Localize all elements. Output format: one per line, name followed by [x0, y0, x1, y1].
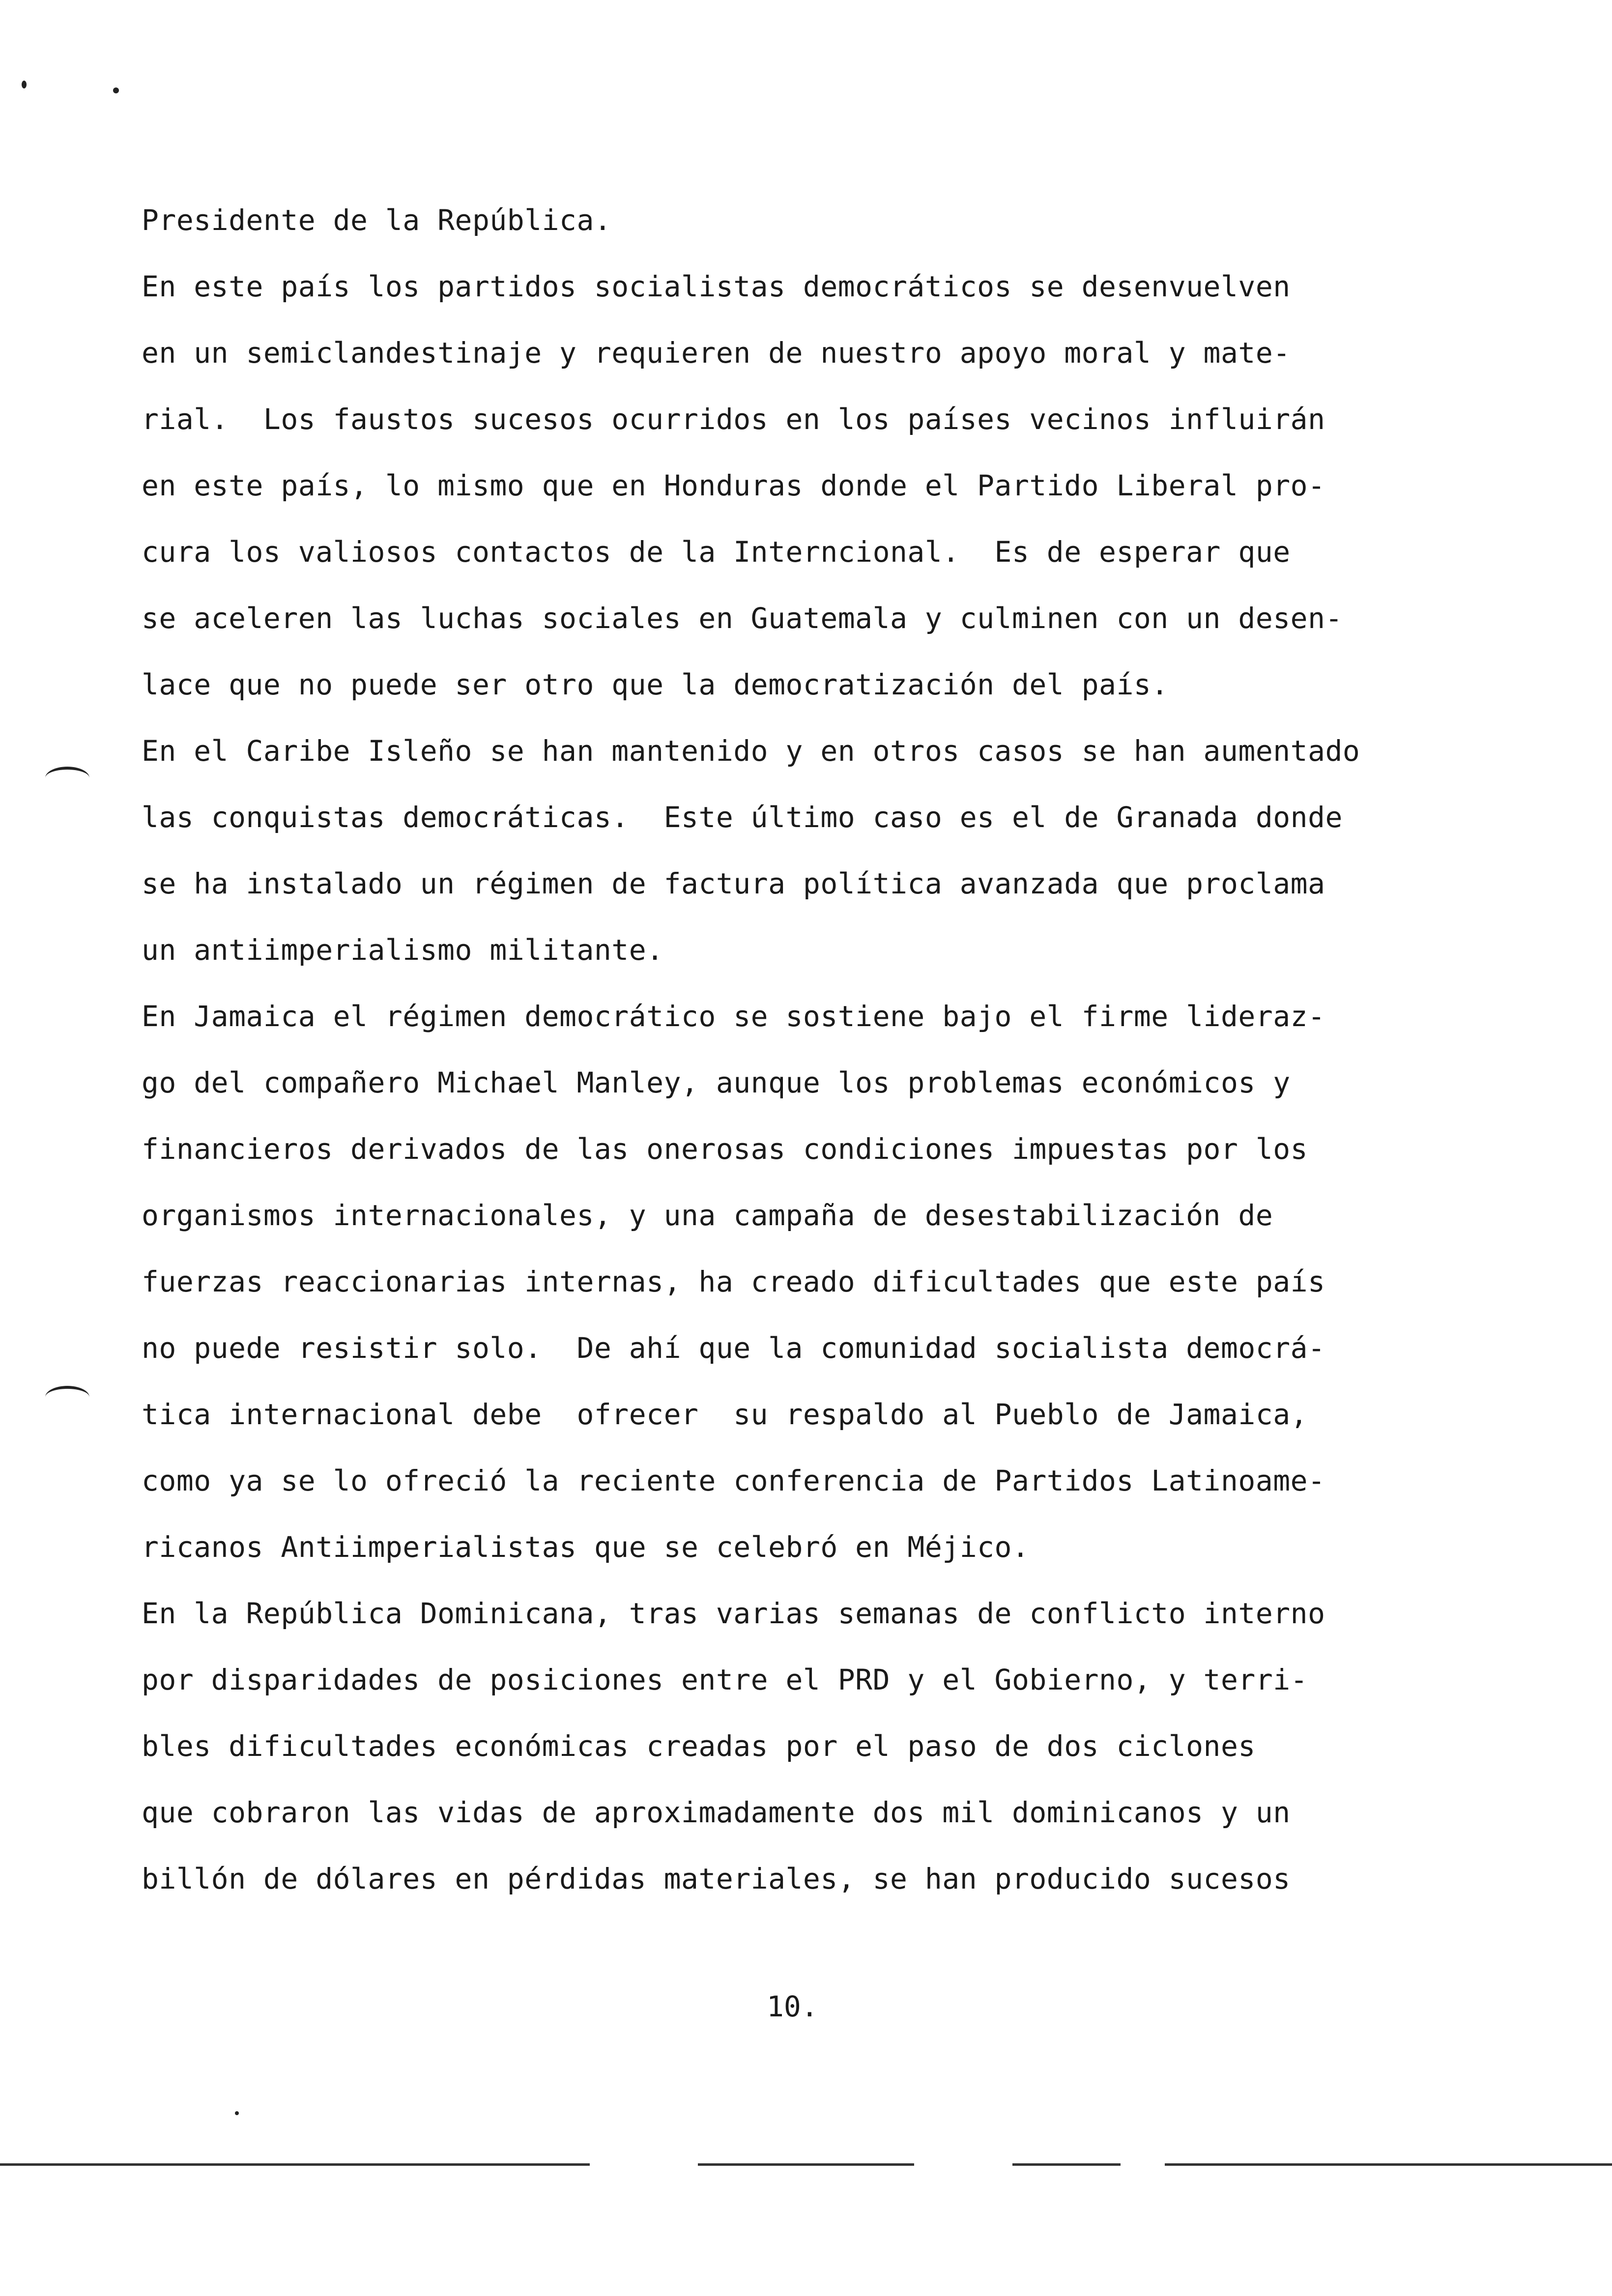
- text-line: en este país, lo mismo que en Honduras donde el Partido Liberal pro-: [142, 469, 1325, 502]
- text-line: en un semiclandestinaje y requieren de nuestro apoyo moral y mate-: [142, 336, 1291, 370]
- text-line: organismos internacionales, y una campaña de desestabilización de: [142, 1199, 1273, 1232]
- stray-mark: [113, 87, 119, 93]
- page-number: 10.: [767, 1990, 818, 2023]
- rule-gap: [590, 2162, 698, 2167]
- text-line: En el Caribe Isleño se han mantenido y en otros casos se han aumentado: [142, 734, 1360, 768]
- margin-mark: [45, 1386, 89, 1408]
- text-line: un antiimperialismo militante.: [142, 933, 664, 967]
- text-line: En la República Dominicana, tras varias semanas de conflicto interno: [142, 1597, 1325, 1630]
- margin-mark: [45, 767, 89, 789]
- text-line: rial. Los faustos sucesos ocurridos en los países vecinos influirán: [142, 402, 1325, 436]
- bottom-rule: [0, 2163, 1612, 2166]
- text-line: como ya se lo ofreció la reciente conferencia de Partidos Latinoame-: [142, 1464, 1325, 1497]
- text-line: que cobraron las vidas de aproximadamente dos mil dominicanos y un: [142, 1796, 1291, 1829]
- text-line: go del compañero Michael Manley, aunque los problemas económicos y: [142, 1066, 1291, 1099]
- text-line: fuerzas reaccionarias internas, ha creado dificultades que este país: [142, 1265, 1325, 1298]
- stray-mark: [235, 2111, 239, 2115]
- text-line: se ha instalado un régimen de factura política avanzada que proclama: [142, 867, 1325, 900]
- text-line: billón de dólares en pérdidas materiales, se han producido sucesos: [142, 1862, 1291, 1895]
- text-line: se aceleren las luchas sociales en Guatemala y culminen con un desen-: [142, 602, 1343, 635]
- text-line: tica internacional debe ofrecer su respaldo al Pueblo de Jamaica,: [142, 1398, 1308, 1431]
- rule-gap: [1121, 2162, 1165, 2167]
- text-line: En Jamaica el régimen democrático se sostiene bajo el firme lideraz-: [142, 1000, 1325, 1033]
- text-line: bles dificultades económicas creadas por el paso de dos ciclones: [142, 1729, 1256, 1763]
- text-line: las conquistas democráticas. Este último caso es el de Granada donde: [142, 801, 1343, 834]
- text-line: por disparidades de posiciones entre el PRD y el Gobierno, y terri-: [142, 1663, 1308, 1696]
- rule-gap: [914, 2162, 1012, 2167]
- text-line: cura los valiosos contactos de la Interncional. Es de esperar que: [142, 535, 1291, 569]
- text-line: ricanos Antiimperialistas que se celebró en Méjico.: [142, 1530, 1030, 1564]
- text-line: no puede resistir solo. De ahí que la comunidad socialista democrá-: [142, 1331, 1325, 1365]
- text-line: financieros derivados de las onerosas condiciones impuestas por los: [142, 1132, 1308, 1166]
- text-line: Presidente de la República.: [142, 203, 612, 237]
- text-line: lace que no puede ser otro que la democratización del país.: [142, 668, 1169, 701]
- text-line: En este país los partidos socialistas democráticos se desenvuelven: [142, 270, 1291, 303]
- stray-mark: [22, 81, 27, 88]
